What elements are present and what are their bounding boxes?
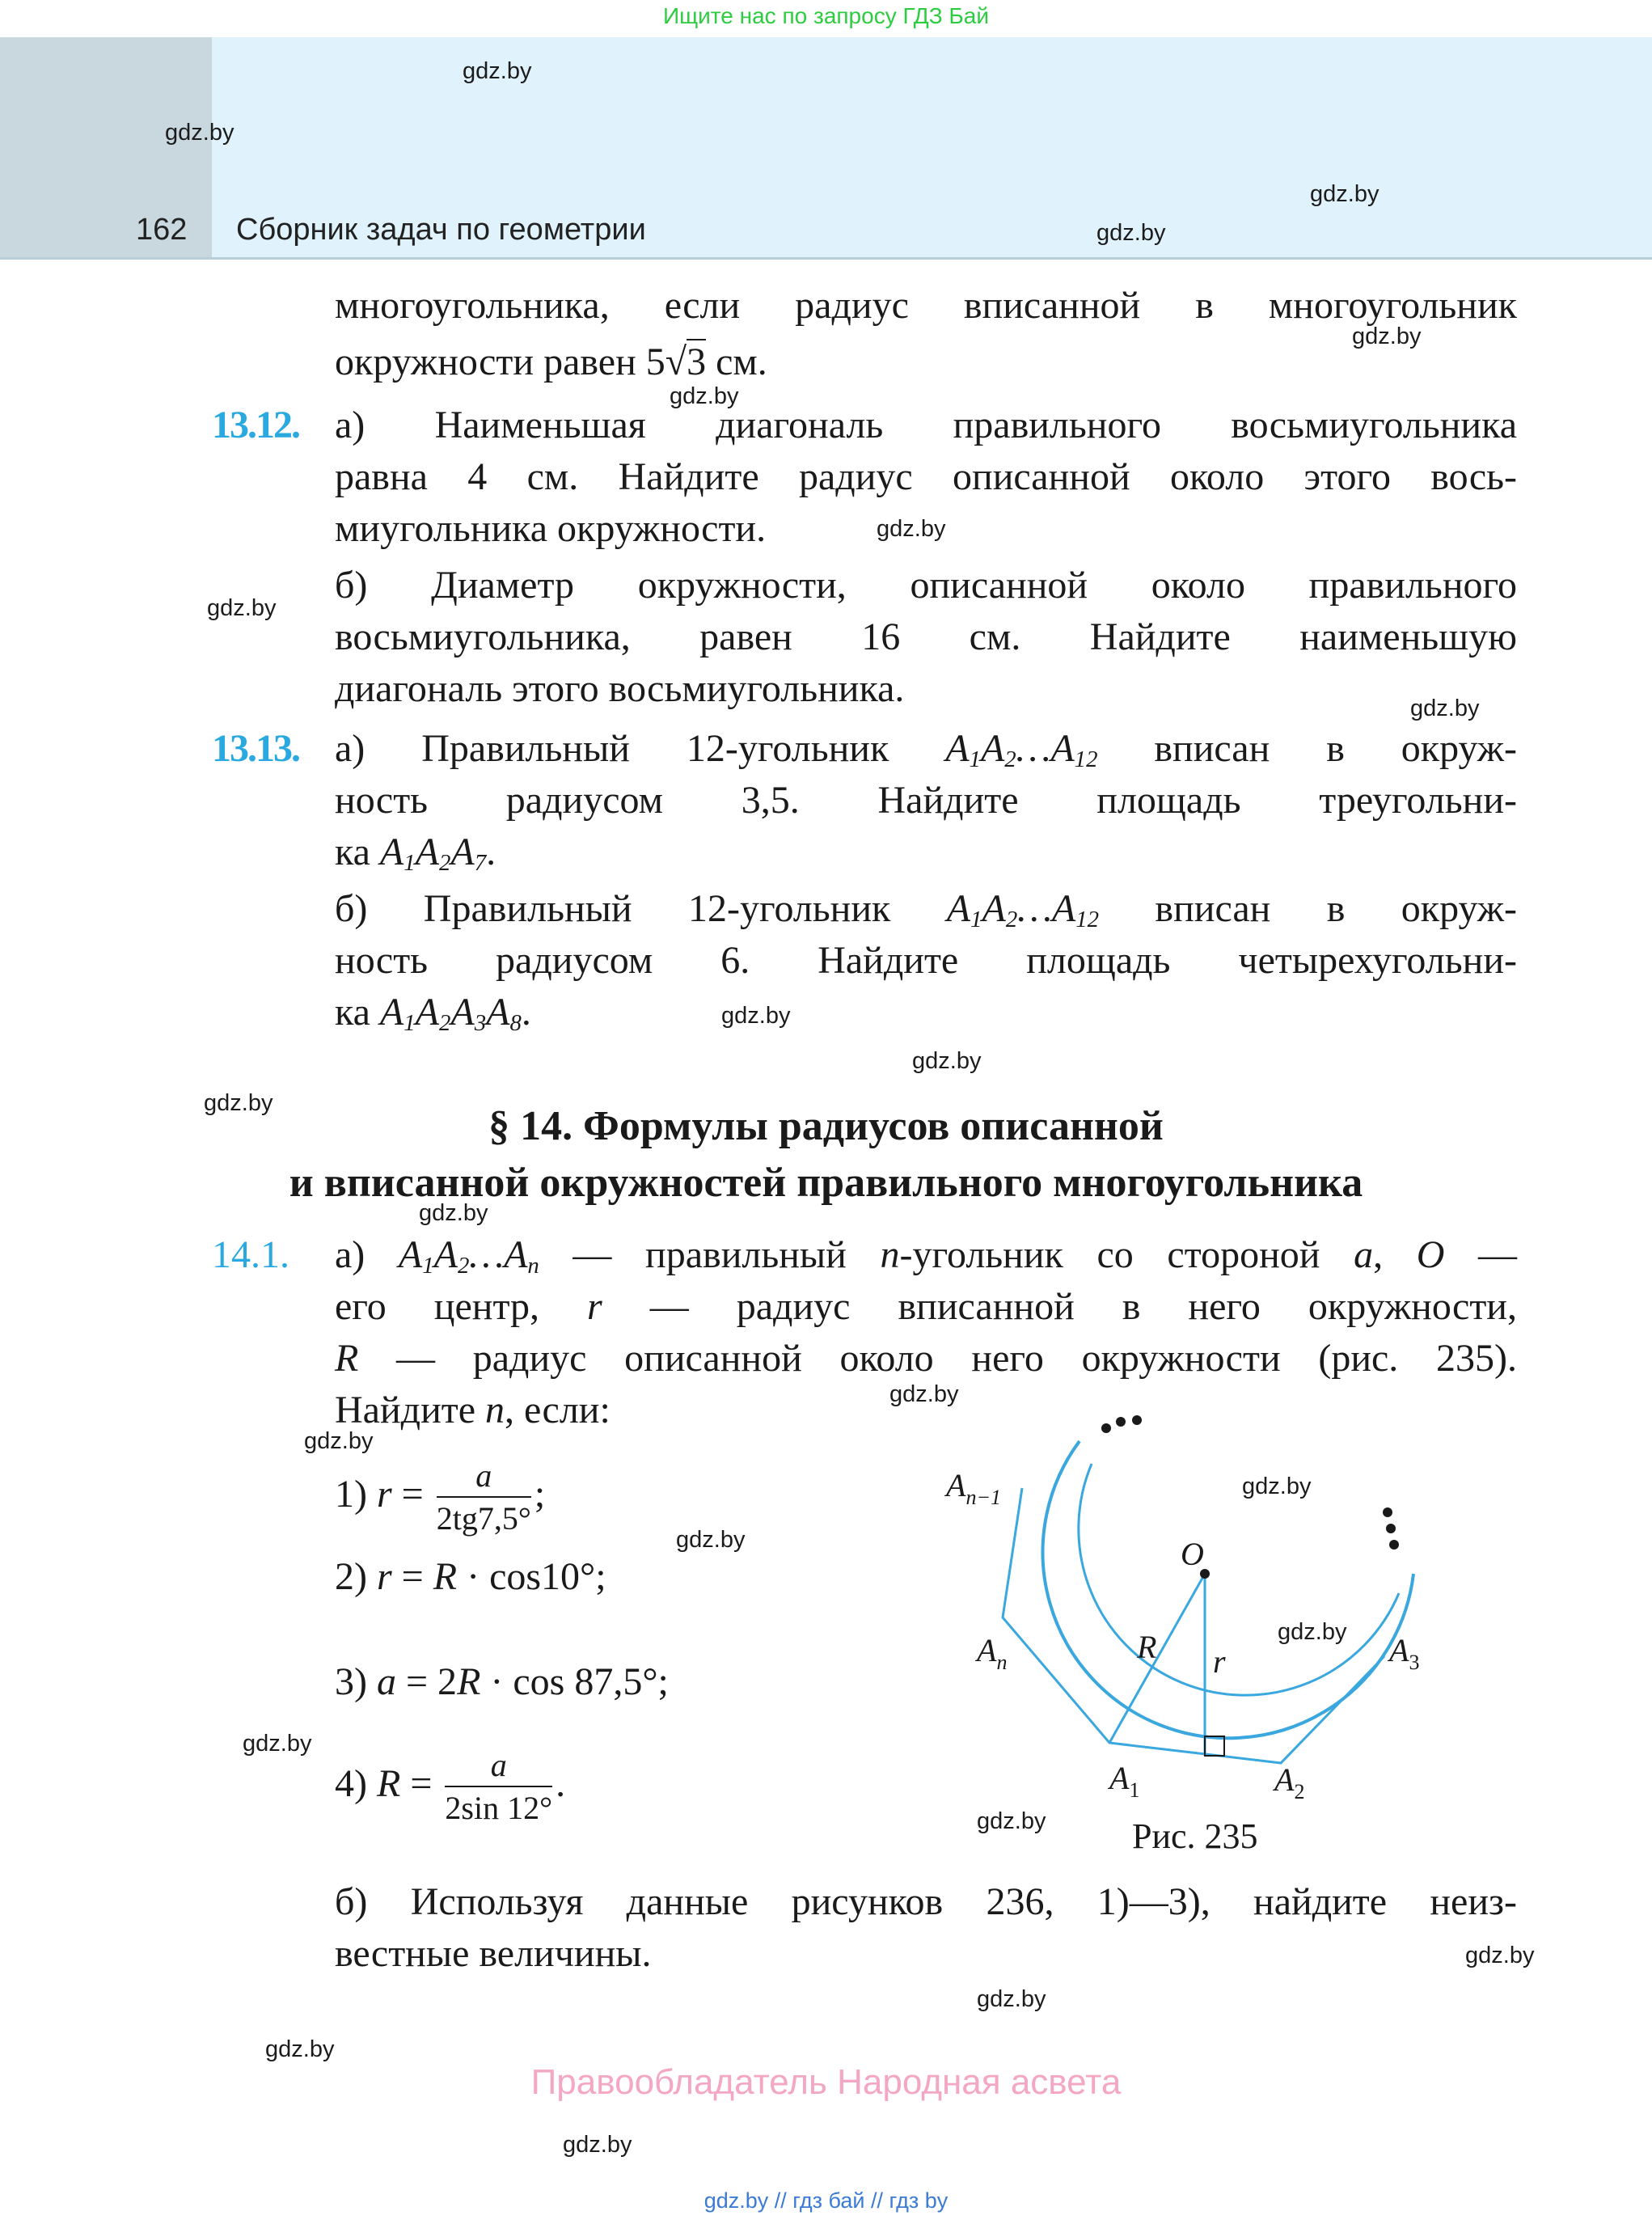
cond3-rest: · cos 87,5°; — [480, 1660, 669, 1703]
sqrt-radicand: 3 — [687, 340, 707, 383]
ellipsis-dot — [1386, 1524, 1396, 1533]
label-A2: $A_2$ — [1274, 1761, 1305, 1803]
cond2-rest: · cos10°; — [457, 1555, 606, 1598]
watermark: gdz.by — [243, 1731, 312, 1757]
watermark: gdz.by — [670, 383, 739, 409]
watermark: gdz.by — [207, 595, 277, 621]
running-title: Сборник задач по геометрии — [236, 213, 646, 247]
condition-1: 1) r = $\frac{a}{2tg7,5^\circ}$ ; — [335, 1456, 545, 1540]
problem-number-13-13: 13.13. — [212, 727, 299, 770]
watermark: gdz.by — [204, 1090, 273, 1116]
label-A3: $A_3$ — [1389, 1632, 1420, 1674]
ellipsis-dot — [1389, 1540, 1399, 1550]
condition-3: 3) a = 2R · cos 87,5°; — [335, 1660, 669, 1703]
watermark: gdz.by — [463, 58, 532, 84]
condition-4: 4) R = $\frac{a}{2\sin 12^\circ}$ . — [335, 1745, 565, 1829]
fraction-4: $\frac{a}{2\sin 12^\circ}$ — [445, 1747, 553, 1826]
p1313-b-line3: ка $A_1A_2A_3A_8$. — [335, 991, 531, 1037]
p1313-a-prefix: ка — [335, 831, 380, 873]
header-rule — [0, 257, 1652, 260]
watermark: gdz.by — [977, 1986, 1046, 2012]
top-banner: Ищите нас по запросу ГДЗ Бай — [662, 3, 990, 28]
watermark: gdz.by — [1278, 1619, 1347, 1645]
p1312-b-line1: б) Диаметр окружности, описанной около правильного — [335, 564, 1517, 607]
continuation-text: окружности равен 5 — [335, 340, 665, 383]
label-A1: $A_1$ — [1109, 1760, 1140, 1802]
quad-notation: $A_1A_2A_3A_8$ — [379, 991, 522, 1037]
continuation-unit: см. — [706, 340, 767, 383]
watermark: gdz.by — [563, 2132, 632, 2158]
p141-line2-a: его центр, — [335, 1285, 588, 1328]
polygon-notation-n: $A_1A_2\dots A_n$ — [398, 1233, 539, 1279]
watermark: gdz.by — [265, 2036, 335, 2062]
label-An-1: $A_{n-1}$ — [946, 1467, 1001, 1509]
polygon-notation-b: $A_1A_2\dots A_{12}$ — [946, 887, 1100, 933]
watermark: gdz.by — [676, 1527, 746, 1553]
p1313-a-text2: вписан в окруж- — [1097, 727, 1517, 770]
p141-line4-b: , если: — [505, 1389, 611, 1431]
watermark: gdz.by — [912, 1048, 982, 1074]
p1313-b-prefix: ка — [335, 991, 380, 1034]
problem-number-13-12: 13.12. — [212, 404, 299, 446]
p141-b-line2: вестные величины. — [335, 1932, 652, 1975]
ellipsis-dot — [1132, 1415, 1142, 1425]
section-heading-line1: § 14. Формулы радиусов описанной — [488, 1103, 1164, 1149]
p141-line3: — радиус описанной около него окружности (рис. 235). — [358, 1337, 1517, 1380]
p1313-b-text: б) Правильный 12-угольник — [335, 887, 947, 930]
ellipsis-dot — [1116, 1417, 1126, 1427]
continuation-line-1: многоугольника, если радиус вписанной в многоугольник — [335, 284, 1517, 327]
p141-a-line1: а) $A_1A_2\dots A_n$ — правильный n-угольник со стороной a, O — — [335, 1233, 1517, 1279]
watermark: gdz.by — [1410, 696, 1480, 721]
watermark: gdz.by — [877, 516, 946, 542]
sqrt-sign: √ — [665, 340, 687, 383]
watermark: gdz.by — [889, 1381, 959, 1407]
p1312-b-line3: диагональ этого восьмиугольника. — [335, 667, 905, 710]
p1312-a-line3: миугольника окружности. — [335, 507, 767, 550]
p141-a-line3: R — радиус описанной около него окружности (рис. 235). — [335, 1337, 1517, 1380]
label-R: R — [1137, 1629, 1157, 1665]
p1313-a-line3: ка $A_1A_2A_7$. — [335, 831, 496, 877]
p1313-a-line2: ность радиусом 3,5. Найдите площадь треугольни- — [335, 779, 1517, 822]
cond4-label: 4) — [335, 1762, 377, 1806]
problem-number-14-1: 14.1. — [212, 1233, 289, 1276]
figure-235 — [930, 1391, 1431, 1812]
ellipsis-dot — [1383, 1507, 1392, 1517]
p1313-b-text2: вписан в окруж- — [1099, 887, 1517, 930]
cond2-label: 2) — [335, 1555, 377, 1598]
watermark: gdz.by — [721, 1003, 791, 1029]
watermark: gdz.by — [165, 120, 234, 146]
continuation-line-2 — [335, 336, 1517, 388]
watermark: gdz.by — [977, 1808, 1046, 1834]
p1312-a-line1: а) Наименьшая диагональ правильного восьмиугольника — [335, 404, 1517, 446]
figure-caption: Рис. 235 — [1132, 1816, 1258, 1856]
p141-a-line4: Найдите n, если: — [335, 1389, 611, 1431]
inscribed-arc — [1079, 1464, 1399, 1695]
p1312-a-line2: равна 4 см. Найдите радиус описанной около этого вось- — [335, 455, 1517, 498]
p141-line2-b: — радиус вписанной в него окружности, — [602, 1285, 1517, 1328]
watermark: gdz.by — [304, 1428, 374, 1454]
cond1-label: 1) — [335, 1473, 377, 1516]
radius-R-line — [1109, 1574, 1205, 1743]
p141-b-line1: б) Используя данные рисунков 236, 1)—3), найдите неиз- — [335, 1880, 1517, 1923]
p1313-a-text: а) Правильный 12-угольник — [335, 727, 946, 770]
watermark: gdz.by — [1096, 220, 1166, 246]
p141-a-line2: его центр, r — радиус вписанной в него окружности, — [335, 1285, 1517, 1328]
watermark: gdz.by — [1352, 323, 1422, 349]
page-number: 162 — [136, 213, 188, 247]
watermark: gdz.by — [1242, 1474, 1312, 1499]
cond3-label: 3) — [335, 1660, 377, 1703]
label-O: O — [1181, 1536, 1204, 1572]
footer-links[interactable]: gdz.by // гдз бай // гдз by — [703, 2188, 949, 2213]
watermark: gdz.by — [419, 1200, 488, 1226]
p141-text2: -угольник со стороной — [899, 1233, 1354, 1276]
ellipsis-dot — [1101, 1423, 1111, 1433]
p1313-b-line2: ность радиусом 6. Найдите площадь четырехугольни- — [335, 939, 1517, 982]
label-An: $A_n$ — [977, 1632, 1008, 1674]
triangle-notation: $A_1A_2A_7$ — [379, 831, 487, 877]
polygon-notation: $A_1A_2\dots A_{12}$ — [945, 727, 1098, 773]
p1312-b-line2: восьмиугольника, равен 16 см. Найдите наименьшую — [335, 615, 1517, 658]
p141-text3: — — [1444, 1233, 1517, 1276]
section-heading-line2: и вписанной окружностей правильного многоугольника — [289, 1160, 1363, 1206]
p141-line4: Найдите — [335, 1389, 486, 1431]
fraction-1: $\frac{a}{2tg7,5^\circ}$ — [436, 1457, 531, 1537]
footer-copyright: Правообладатель Народная асвета — [530, 2062, 1122, 2102]
watermark: gdz.by — [1310, 181, 1379, 207]
label-r: r — [1213, 1643, 1226, 1680]
watermark: gdz.by — [1465, 1943, 1535, 1968]
p141-text1: — правильный — [539, 1233, 881, 1276]
condition-2: 2) r = R · cos10°; — [335, 1555, 606, 1598]
